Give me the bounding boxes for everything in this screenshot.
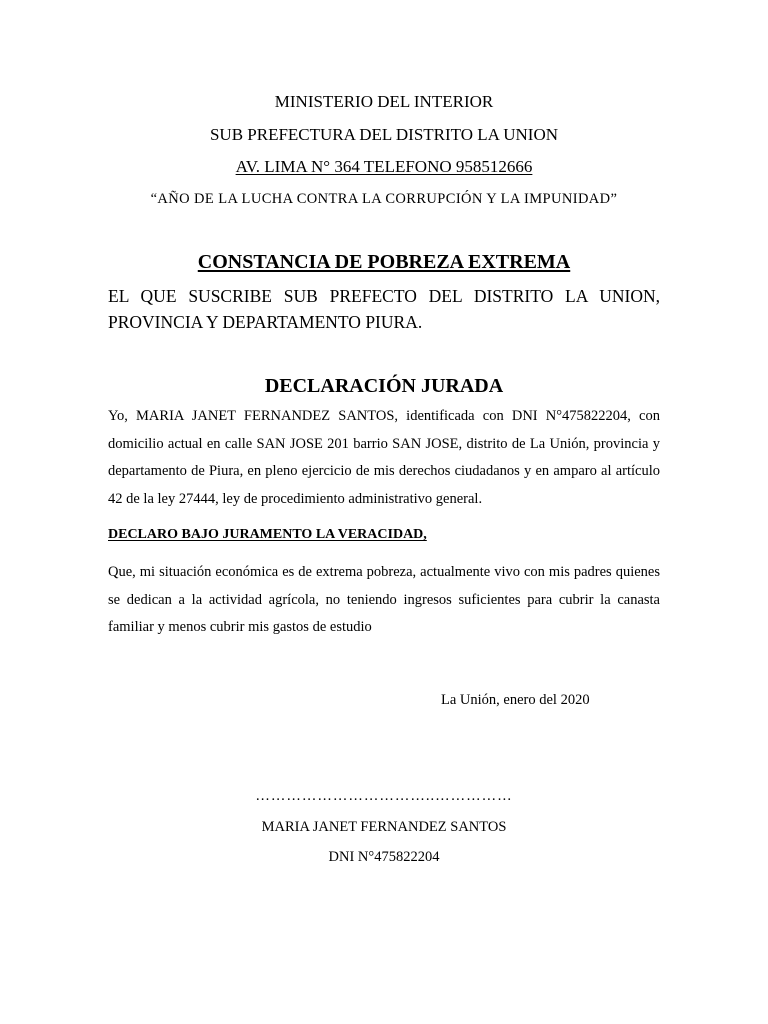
declaration-title: DECLARACIÓN JURADA: [264, 375, 504, 397]
certificate-title-wrap: [0, 250, 768, 274]
signer-dni: DNI N°475822204: [328, 849, 440, 865]
address-line: AV. LIMA N° 364 TELEFONO 958512666: [235, 157, 533, 176]
place-date: La Unión, enero del 2020: [441, 692, 590, 708]
certificate-title: CONSTANCIA DE POBREZA EXTREMA: [197, 251, 571, 273]
signer-name: MARIA JANET FERNANDEZ SANTOS: [261, 819, 507, 835]
signature-line: ……………………………..……………: [255, 788, 513, 804]
intro-line-2: PROVINCIA Y DEPARTAMENTO PIURA.: [108, 312, 423, 332]
year-motto: “AÑO DE LA LUCHA CONTRA LA CORRUPCIÓN Y LA IMPUNIDAD”: [150, 191, 618, 207]
economic-statement: Que, mi situación económica es de extrema pobreza, actualmente vivo con mis padres quienes se dedican a la actividad agrícola, no teniendo ingresos suficientes para cubrir la canasta familiar y menos cubrir mis gastos de estudio: [108, 564, 660, 635]
ministry-heading: MINISTERIO DEL INTERIOR: [274, 92, 494, 111]
address-line-wrap: [0, 157, 768, 177]
subprefecture-heading: SUB PREFECTURA DEL DISTRITO LA UNION: [209, 125, 559, 144]
intro-line-1: EL QUE SUSCRIBE SUB PREFECTO DEL DISTRITO LA UNION,: [108, 286, 660, 306]
declaration-body: Yo, MARIA JANET FERNANDEZ SANTOS, identificada con DNI N°475822204, con domicilio actual en calle SAN JOSE 201 barrio SAN JOSE, distrito de La Unión, provincia y departamento de Piura, en pleno ejercicio de mis derechos ciudadanos y en amparo al artículo 42 de la ley 27444, ley de procedimiento administrativo general.: [108, 408, 660, 507]
oath-statement: DECLARO BAJO JURAMENTO LA VERACIDAD,: [108, 527, 427, 542]
